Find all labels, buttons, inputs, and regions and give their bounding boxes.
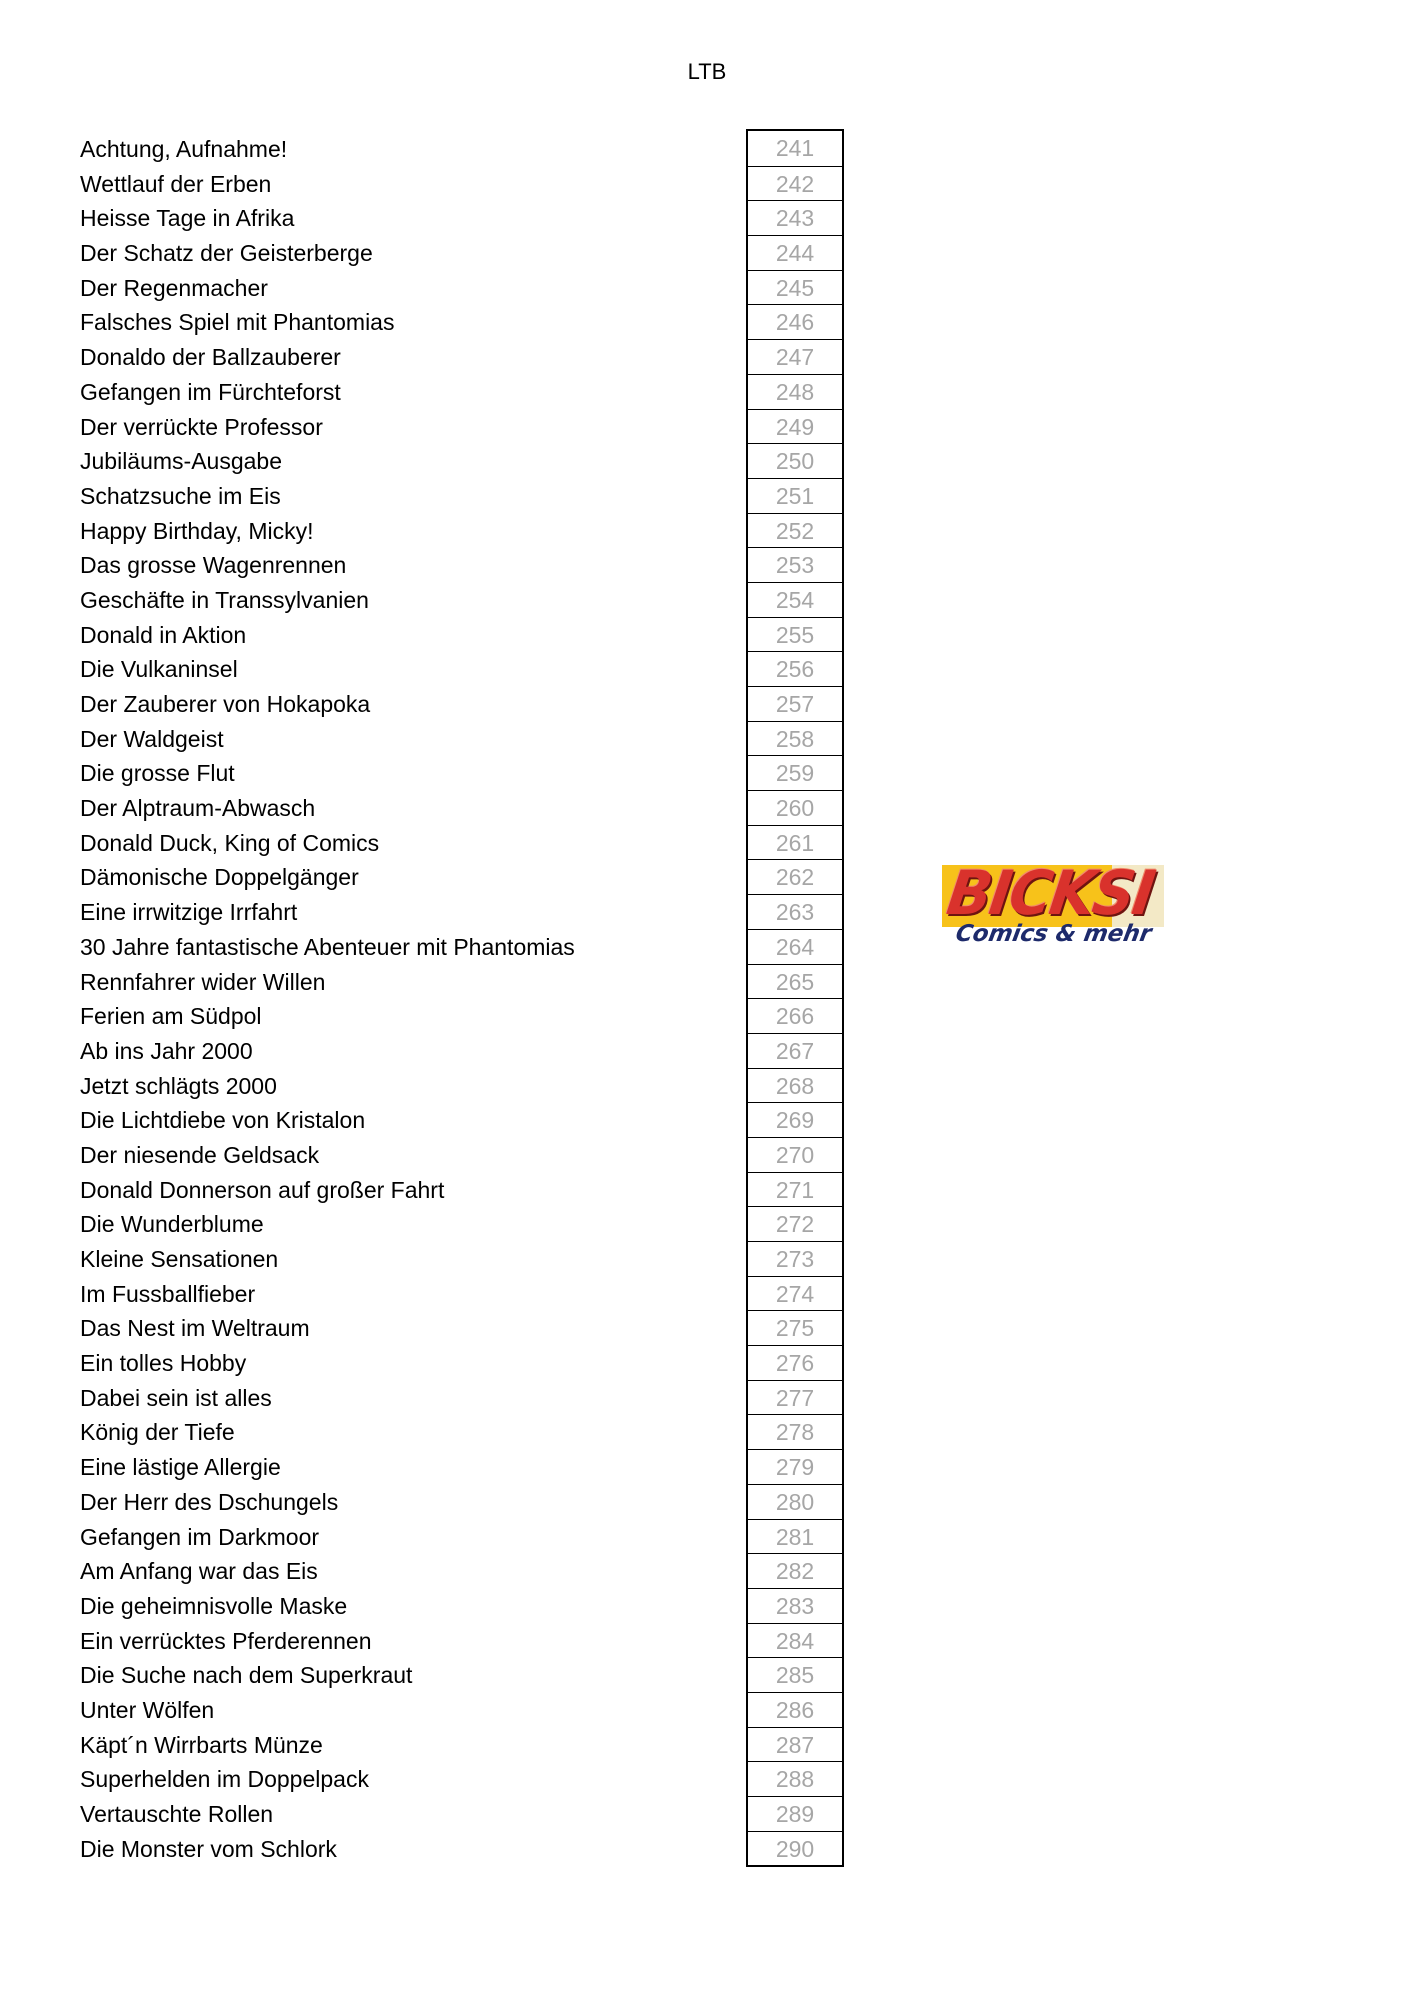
list-item-number: 242 — [748, 166, 842, 201]
list-item-title: König der Tiefe — [80, 1419, 235, 1446]
list-item-title: Am Anfang war das Eis — [80, 1558, 318, 1585]
list-item-number: 261 — [748, 825, 842, 860]
list-item-number: 286 — [748, 1692, 842, 1727]
list-item-number: 277 — [748, 1380, 842, 1415]
list-item-title: Die Suche nach dem Superkraut — [80, 1662, 413, 1689]
list-item-title: Die Lichtdiebe von Kristalon — [80, 1107, 366, 1134]
list-item-title: Eine lästige Allergie — [80, 1454, 281, 1481]
list-item-title: Die geheimnisvolle Maske — [80, 1592, 348, 1619]
title-list — [80, 132, 720, 1866]
list-item-title: Donaldo der Ballzauberer — [80, 344, 341, 371]
logo-word: BICKSI — [942, 857, 1158, 929]
list-item-title: Donald Duck, King of Comics — [80, 829, 380, 856]
list-item-number: 280 — [748, 1484, 842, 1519]
list-item-number: 263 — [748, 894, 842, 929]
list-item-title: Ferien am Südpol — [80, 1003, 262, 1030]
list-item-title: Vertauschte Rollen — [80, 1801, 274, 1827]
list-item-title: Der Schatz der Geisterberge — [80, 240, 373, 267]
list-item-number: 248 — [748, 374, 842, 409]
list-item-title: Jetzt schlägts 2000 — [80, 1072, 277, 1099]
list-item-number: 282 — [748, 1553, 842, 1588]
list-item-number: 244 — [748, 235, 842, 270]
list-item-number: 266 — [748, 998, 842, 1033]
number-table — [746, 129, 844, 1867]
list-item-number: 258 — [748, 721, 842, 756]
list-item-title: Käpt´n Wirrbarts Münze — [80, 1731, 323, 1758]
list-item-title: Ab ins Jahr 2000 — [80, 1037, 253, 1064]
list-item-title: Der niesende Geldsack — [80, 1141, 320, 1168]
list-item-title: Der Waldgeist — [80, 725, 224, 752]
list-item-title: Falsches Spiel mit Phantomias — [80, 309, 395, 336]
list-item-title: Achtung, Aufnahme! — [80, 136, 288, 162]
list-item-title: Dämonische Doppelgänger — [80, 864, 359, 891]
bicksi-logo — [942, 855, 1164, 959]
list-item-number: 287 — [748, 1727, 842, 1762]
list-item-title: Donald Donnerson auf großer Fahrt — [80, 1176, 445, 1203]
list-item-number: 278 — [748, 1414, 842, 1449]
logo-subtitle: Comics & mehr — [953, 921, 1154, 947]
list-item-number: 271 — [748, 1172, 842, 1207]
list-item-number: 256 — [748, 651, 842, 686]
list-item-number: 257 — [748, 686, 842, 721]
list-item-title: Gefangen im Fürchteforst — [80, 378, 341, 405]
list-item-title: Die grosse Flut — [80, 760, 235, 787]
list-item-title: Kleine Sensationen — [80, 1246, 279, 1272]
list-item-number: 285 — [748, 1657, 842, 1692]
list-item-title: Der Herr des Dschungels — [80, 1488, 339, 1515]
list-item-number: 290 — [748, 1831, 842, 1866]
list-item-number: 268 — [748, 1068, 842, 1103]
list-item-number: 272 — [748, 1206, 842, 1241]
list-item-number: 264 — [748, 929, 842, 964]
list-item-title: Ein tolles Hobby — [80, 1350, 247, 1377]
list-item-title: Eine irrwitzige Irrfahrt — [80, 899, 298, 926]
list-item-number: 283 — [748, 1588, 842, 1623]
list-item-number: 251 — [748, 478, 842, 513]
list-item-title: Heisse Tage in Afrika — [80, 205, 295, 232]
list-item-number: 255 — [748, 617, 842, 652]
list-item-number: 259 — [748, 755, 842, 790]
list-item-number: 288 — [748, 1761, 842, 1796]
list-item-title: Happy Birthday, Micky! — [80, 517, 314, 544]
list-item-title: Donald in Aktion — [80, 621, 247, 648]
list-item-number: 253 — [748, 547, 842, 582]
list-item-title: Dabei sein ist alles — [80, 1384, 272, 1411]
list-item-title: Der Zauberer von Hokapoka — [80, 691, 371, 717]
list-item-number: 249 — [748, 409, 842, 444]
list-item-number: 281 — [748, 1519, 842, 1554]
list-item-number: 265 — [748, 964, 842, 999]
list-item-number: 279 — [748, 1449, 842, 1484]
list-item-number: 245 — [748, 270, 842, 305]
list-item-title: Gefangen im Darkmoor — [80, 1523, 320, 1550]
list-item-number: 247 — [748, 339, 842, 374]
page-title: LTB — [687, 59, 727, 84]
list-item-number: 260 — [748, 790, 842, 825]
list-item-number: 289 — [748, 1796, 842, 1831]
list-item-number: 252 — [748, 513, 842, 548]
list-item-title: Das Nest im Weltraum — [80, 1315, 310, 1342]
list-item-title: Der verrückte Professor — [80, 413, 323, 440]
list-item-title: Die Vulkaninsel — [80, 656, 238, 683]
list-item-title: Der Regenmacher — [80, 274, 268, 301]
list-item-number: 273 — [748, 1241, 842, 1276]
list-item-title: Unter Wölfen — [80, 1696, 215, 1723]
list-item-title: Schatzsuche im Eis — [80, 482, 281, 509]
list-item-number: 274 — [748, 1276, 842, 1311]
list-item-number: 269 — [748, 1102, 842, 1137]
list-item-title: Die Monster vom Schlork — [80, 1835, 337, 1862]
list-item-number: 284 — [748, 1623, 842, 1658]
list-item-title: Superhelden im Doppelpack — [80, 1766, 369, 1793]
list-item-title: Wettlauf der Erben — [80, 170, 272, 197]
list-item-number: 276 — [748, 1345, 842, 1380]
list-item-number: 267 — [748, 1033, 842, 1068]
list-item-title: Das grosse Wagenrennen — [80, 552, 347, 579]
list-item-title: Die Wunderblume — [80, 1211, 264, 1238]
list-item-title: Geschäfte in Transsylvanien — [80, 586, 369, 613]
list-item-title: 30 Jahre fantastische Abenteuer mit Phantomias — [80, 933, 575, 960]
list-item-number: 243 — [748, 200, 842, 235]
list-item-number: 254 — [748, 582, 842, 617]
list-item-number: 241 — [775, 135, 815, 161]
list-item-number: 246 — [748, 304, 842, 339]
list-item-title: Im Fussballfieber — [80, 1280, 256, 1307]
list-item-number: 275 — [748, 1310, 842, 1345]
list-item-title: Jubiläums-Ausgabe — [80, 448, 283, 475]
list-item-number: 250 — [748, 443, 842, 478]
list-item-title: Ein verrücktes Pferderennen — [80, 1627, 372, 1654]
list-item-number: 262 — [748, 859, 842, 894]
list-item-title: Rennfahrer wider Willen — [80, 968, 326, 995]
list-item-title: Der Alptraum-Abwasch — [80, 795, 316, 822]
list-item-number: 270 — [748, 1137, 842, 1172]
